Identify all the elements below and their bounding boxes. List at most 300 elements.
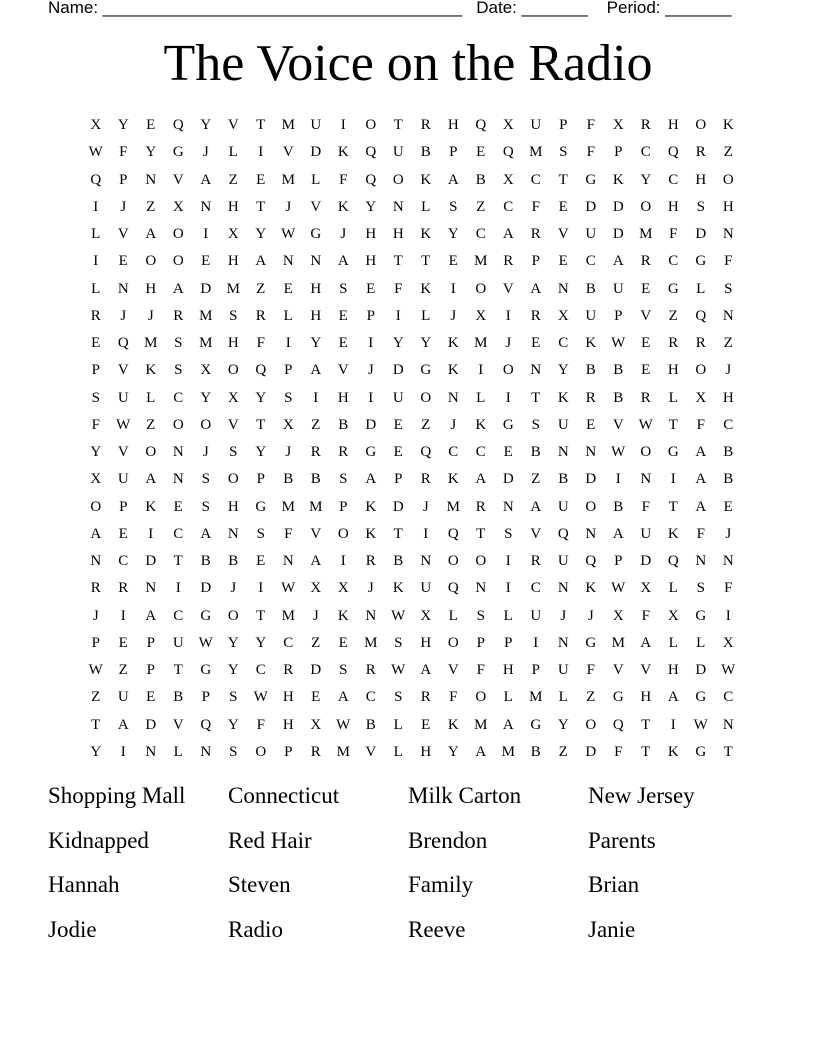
grid-letter: O	[695, 362, 707, 379]
grid-letter: G	[695, 607, 707, 624]
grid-letter: V	[227, 416, 239, 433]
grid-letter: Y	[447, 226, 459, 243]
grid-letter: V	[447, 662, 459, 679]
grid-letter: L	[173, 743, 183, 760]
grid-letter: V	[530, 525, 542, 542]
grid-row	[82, 194, 742, 221]
grid-row	[82, 167, 742, 194]
grid-letter: Q	[585, 553, 597, 570]
grid-letter: M	[529, 689, 543, 706]
grid-letter: X	[310, 716, 322, 733]
grid-letter: P	[119, 171, 128, 188]
grid-letter: U	[172, 634, 184, 651]
grid-letter: K	[585, 335, 597, 352]
grid-letter: A	[640, 634, 652, 651]
grid-letter: Y	[200, 389, 212, 406]
grid-letter: E	[531, 335, 541, 352]
grid-letter: C	[173, 607, 184, 624]
grid-letter: I	[93, 253, 99, 270]
grid-letter: V	[612, 416, 624, 433]
grid-letter: L	[696, 280, 706, 297]
grid-letter: M	[199, 307, 213, 324]
grid-letter: K	[475, 416, 487, 433]
grid-letter: N	[695, 553, 707, 570]
grid-letter: A	[337, 253, 349, 270]
grid-letter: M	[199, 335, 213, 352]
grid-letter: H	[310, 307, 322, 324]
grid-letter: V	[310, 198, 322, 215]
grid-letter: J	[340, 226, 347, 243]
grid-letter: N	[557, 444, 569, 461]
grid-letter: V	[365, 743, 377, 760]
grid-letter: H	[420, 634, 432, 651]
grid-letter: L	[91, 280, 101, 297]
grid-letter: N	[585, 444, 597, 461]
grid-letter: E	[641, 335, 651, 352]
grid-letter: S	[559, 144, 568, 161]
grid-letter: F	[119, 144, 128, 161]
grid-letter: X	[667, 607, 679, 624]
grid-letter: S	[174, 335, 183, 352]
grid-letter: I	[313, 389, 319, 406]
word-bank-item: Hannah	[48, 872, 120, 897]
grid-letter: L	[668, 389, 678, 406]
grid-letter: K	[722, 117, 734, 134]
grid-letter: Q	[612, 716, 624, 733]
grid-letter: Q	[447, 580, 459, 597]
grid-letter: Z	[476, 198, 486, 215]
grid-letter: U	[117, 471, 129, 488]
grid-letter: M	[144, 335, 158, 352]
grid-row	[82, 385, 742, 412]
grid-letter: N	[200, 198, 212, 215]
grid-letter: C	[530, 580, 541, 597]
grid-letter: P	[559, 117, 568, 134]
grid-letter: E	[118, 634, 128, 651]
grid-letter: M	[639, 226, 653, 243]
grid-letter: S	[476, 607, 485, 624]
grid-letter: A	[200, 171, 212, 188]
grid-letter: N	[365, 607, 377, 624]
grid-letter: U	[117, 689, 129, 706]
grid-letter: R	[530, 307, 541, 324]
grid-letter: A	[337, 689, 349, 706]
grid-letter: R	[310, 444, 321, 461]
grid-letter: H	[337, 389, 349, 406]
grid-letter: P	[201, 689, 210, 706]
grid-letter: U	[117, 389, 129, 406]
grid-row	[82, 684, 742, 711]
grid-letter: Y	[640, 171, 652, 188]
grid-letter: E	[311, 689, 321, 706]
word-bank-item: Parents	[588, 827, 656, 853]
grid-letter: B	[228, 553, 239, 570]
grid-letter: Q	[365, 144, 377, 161]
grid-letter: U	[585, 226, 597, 243]
grid-letter: N	[310, 253, 322, 270]
grid-letter: L	[668, 634, 678, 651]
grid-letter: F	[339, 171, 348, 188]
grid-letter: B	[558, 471, 569, 488]
grid-letter: T	[476, 525, 486, 542]
grid-letter: I	[258, 144, 264, 161]
grid-letter: C	[723, 416, 734, 433]
grid-letter: R	[695, 335, 706, 352]
grid-letter: P	[284, 362, 293, 379]
grid-letter: H	[667, 198, 679, 215]
grid-letter: F	[614, 743, 623, 760]
grid-letter: K	[420, 226, 432, 243]
grid-letter: B	[723, 444, 734, 461]
grid-letter: J	[450, 416, 457, 433]
grid-letter: K	[447, 716, 459, 733]
grid-letter: G	[695, 743, 707, 760]
grid-letter: A	[200, 525, 212, 542]
grid-letter: N	[557, 634, 569, 651]
grid-letter: I	[148, 525, 154, 542]
grid-letter: Y	[557, 716, 569, 733]
grid-letter: R	[420, 117, 431, 134]
grid-letter: O	[585, 498, 597, 515]
grid-letter: I	[175, 580, 181, 597]
grid-letter: P	[531, 253, 540, 270]
grid-letter: V	[227, 117, 239, 134]
grid-letter: X	[502, 171, 514, 188]
grid-letter: G	[667, 444, 679, 461]
grid-letter: U	[530, 117, 542, 134]
grid-letter: F	[669, 226, 678, 243]
grid-letter: E	[421, 716, 431, 733]
grid-letter: Y	[392, 335, 404, 352]
grid-letter: D	[585, 743, 597, 760]
grid-letter: I	[368, 335, 374, 352]
grid-letter: X	[282, 416, 294, 433]
grid-letter: M	[336, 743, 350, 760]
grid-letter: Z	[146, 416, 156, 433]
grid-letter: E	[256, 171, 266, 188]
grid-letter: E	[366, 280, 376, 297]
grid-letter: O	[392, 171, 404, 188]
grid-letter: I	[258, 580, 264, 597]
grid-letter: P	[256, 471, 265, 488]
grid-letter: O	[172, 226, 184, 243]
grid-letter: Q	[365, 171, 377, 188]
grid-letter: I	[505, 580, 511, 597]
grid-letter: G	[502, 416, 514, 433]
grid-letter: O	[337, 525, 349, 542]
grid-letter: Y	[90, 444, 102, 461]
grid-letter: B	[420, 144, 431, 161]
grid-row	[82, 548, 742, 575]
grid-letter: I	[120, 607, 126, 624]
word-bank-item: Reeve	[408, 916, 466, 942]
grid-letter: O	[255, 743, 267, 760]
grid-letter: F	[256, 335, 265, 352]
grid-letter: T	[668, 416, 678, 433]
grid-letter: W	[638, 416, 653, 433]
grid-letter: H	[420, 743, 432, 760]
grid-letter: U	[392, 389, 404, 406]
grid-letter: B	[283, 471, 294, 488]
grid-letter: U	[420, 580, 432, 597]
grid-letter: H	[392, 226, 404, 243]
grid-letter: N	[145, 743, 157, 760]
grid-letter: B	[200, 553, 211, 570]
grid-letter: T	[173, 553, 183, 570]
grid-letter: A	[172, 280, 184, 297]
grid-letter: P	[91, 634, 100, 651]
grid-row	[82, 112, 742, 139]
grid-row	[82, 630, 742, 657]
grid-letter: F	[394, 280, 403, 297]
grid-letter: C	[530, 171, 541, 188]
grid-letter: T	[421, 253, 431, 270]
grid-letter: C	[475, 444, 486, 461]
grid-letter: K	[420, 171, 432, 188]
grid-letter: Z	[311, 634, 321, 651]
grid-letter: M	[281, 171, 295, 188]
grid-letter: T	[256, 117, 266, 134]
grid-letter: O	[695, 117, 707, 134]
grid-letter: X	[722, 634, 734, 651]
word-bank-item: New Jersey	[588, 783, 695, 808]
grid-letter: D	[640, 553, 652, 570]
grid-letter: G	[200, 607, 212, 624]
grid-letter: P	[284, 743, 293, 760]
grid-letter: R	[420, 689, 431, 706]
grid-row	[82, 357, 742, 384]
grid-letter: Z	[723, 144, 733, 161]
grid-letter: Z	[723, 335, 733, 352]
grid-letter: R	[695, 144, 706, 161]
grid-letter: N	[420, 553, 432, 570]
grid-letter: T	[91, 716, 101, 733]
grid-letter: W	[611, 335, 626, 352]
grid-letter: J	[285, 198, 292, 215]
grid-letter: I	[203, 226, 209, 243]
grid-letter: R	[640, 253, 651, 270]
grid-letter: F	[284, 525, 293, 542]
grid-letter: Y	[145, 144, 157, 161]
grid-letter: W	[336, 716, 351, 733]
grid-letter: Q	[502, 144, 514, 161]
grid-letter: R	[118, 580, 129, 597]
grid-letter: F	[586, 144, 595, 161]
grid-letter: A	[475, 471, 487, 488]
grid-letter: X	[640, 580, 652, 597]
grid-letter: A	[447, 171, 459, 188]
grid-letter: B	[613, 362, 624, 379]
grid-letter: P	[366, 307, 375, 324]
grid-letter: W	[391, 662, 406, 679]
grid-letter: J	[505, 335, 512, 352]
grid-letter: D	[612, 226, 624, 243]
grid-letter: E	[256, 553, 266, 570]
word-bank-item: Radio	[228, 916, 283, 942]
grid-letter: K	[447, 471, 459, 488]
grid-letter: J	[202, 444, 209, 461]
grid-letter: Y	[227, 662, 239, 679]
grid-letter: G	[200, 662, 212, 679]
grid-letter: O	[475, 280, 487, 297]
grid-letter: C	[255, 662, 266, 679]
grid-letter: W	[721, 662, 736, 679]
grid-letter: E	[558, 253, 568, 270]
grid-letter: Q	[200, 716, 212, 733]
grid-letter: G	[612, 689, 624, 706]
grid-letter: S	[229, 743, 238, 760]
word-bank	[48, 780, 768, 958]
grid-letter: V	[612, 662, 624, 679]
grid-letter: P	[146, 662, 155, 679]
grid-letter: N	[585, 525, 597, 542]
grid-letter: D	[310, 144, 322, 161]
grid-letter: A	[612, 253, 624, 270]
grid-row	[82, 439, 742, 466]
grid-letter: N	[200, 743, 212, 760]
grid-letter: Q	[557, 525, 569, 542]
grid-letter: P	[614, 307, 623, 324]
grid-letter: A	[695, 471, 707, 488]
grid-row	[82, 575, 742, 602]
grid-letter: K	[365, 525, 377, 542]
grid-row	[82, 412, 742, 439]
grid-letter: I	[533, 634, 539, 651]
grid-letter: N	[145, 580, 157, 597]
grid-letter: M	[281, 498, 295, 515]
grid-letter: H	[640, 689, 652, 706]
grid-letter: G	[310, 226, 322, 243]
grid-letter: Z	[531, 471, 541, 488]
grid-letter: M	[364, 634, 378, 651]
grid-letter: Q	[172, 117, 184, 134]
grid-letter: I	[505, 389, 511, 406]
grid-letter: J	[587, 607, 594, 624]
grid-letter: J	[560, 607, 567, 624]
grid-letter: I	[120, 743, 126, 760]
grid-letter: I	[340, 553, 346, 570]
grid-letter: I	[725, 607, 731, 624]
grid-letter: Y	[255, 444, 267, 461]
grid-letter: H	[722, 198, 734, 215]
grid-letter: Y	[310, 335, 322, 352]
grid-letter: B	[585, 362, 596, 379]
grid-letter: Y	[200, 117, 212, 134]
grid-letter: I	[423, 525, 429, 542]
grid-row	[82, 221, 742, 248]
grid-letter: R	[173, 307, 184, 324]
grid-letter: S	[256, 525, 265, 542]
grid-letter: G	[695, 689, 707, 706]
grid-letter: F	[724, 580, 733, 597]
grid-letter: B	[173, 689, 184, 706]
grid-letter: V	[640, 307, 652, 324]
grid-letter: C	[558, 335, 569, 352]
grid-letter: B	[393, 553, 404, 570]
grid-letter: R	[338, 444, 349, 461]
student-info-line: Name: ______________________________________ Date: _______ Period: _______	[48, 0, 732, 17]
grid-letter: E	[503, 444, 513, 461]
grid-letter: S	[284, 389, 293, 406]
grid-letter: Y	[90, 743, 102, 760]
grid-letter: E	[338, 335, 348, 352]
grid-letter: E	[641, 280, 651, 297]
grid-letter: E	[448, 253, 458, 270]
grid-letter: M	[446, 498, 460, 515]
grid-letter: Z	[586, 689, 596, 706]
grid-letter: L	[228, 144, 238, 161]
grid-letter: Q	[475, 117, 487, 134]
grid-letter: O	[722, 171, 734, 188]
grid-letter: R	[255, 307, 266, 324]
grid-letter: O	[365, 117, 377, 134]
grid-letter: Z	[228, 171, 238, 188]
grid-letter: E	[91, 335, 101, 352]
grid-letter: A	[310, 362, 322, 379]
grid-letter: S	[174, 362, 183, 379]
grid-letter: H	[282, 689, 294, 706]
grid-letter: O	[172, 416, 184, 433]
page-title: The Voice on the Radio	[163, 35, 653, 92]
grid-row	[82, 739, 742, 766]
grid-letter: X	[200, 362, 212, 379]
grid-letter: O	[420, 389, 432, 406]
grid-letter: D	[392, 362, 404, 379]
grid-letter: J	[120, 198, 127, 215]
grid-letter: L	[393, 716, 403, 733]
grid-letter: X	[227, 226, 239, 243]
grid-letter: K	[145, 362, 157, 379]
grid-letter: C	[668, 253, 679, 270]
grid-letter: D	[200, 280, 212, 297]
grid-letter: O	[172, 253, 184, 270]
grid-row	[82, 521, 742, 548]
grid-letter: H	[227, 498, 239, 515]
grid-letter: H	[227, 198, 239, 215]
grid-letter: T	[531, 389, 541, 406]
grid-letter: O	[475, 689, 487, 706]
grid-letter: B	[475, 171, 486, 188]
grid-letter: Z	[421, 416, 431, 433]
grid-letter: H	[365, 253, 377, 270]
grid-letter: V	[282, 144, 294, 161]
grid-letter: D	[695, 226, 707, 243]
grid-letter: B	[530, 743, 541, 760]
grid-letter: N	[722, 553, 734, 570]
grid-letter: N	[722, 307, 734, 324]
grid-letter: L	[91, 226, 101, 243]
grid-letter: Z	[91, 689, 101, 706]
grid-letter: P	[476, 634, 485, 651]
grid-letter: I	[615, 471, 621, 488]
grid-letter: F	[91, 416, 100, 433]
grid-letter: S	[696, 580, 705, 597]
grid-letter: T	[558, 171, 568, 188]
grid-letter: R	[503, 253, 514, 270]
grid-letter: R	[530, 226, 541, 243]
grid-letter: N	[640, 471, 652, 488]
grid-letter: N	[282, 553, 294, 570]
grid-letter: G	[667, 280, 679, 297]
grid-letter: T	[641, 716, 651, 733]
grid-letter: W	[198, 634, 213, 651]
grid-letter: C	[283, 634, 294, 651]
grid-letter: M	[281, 117, 295, 134]
grid-row	[82, 248, 742, 275]
grid-letter: L	[503, 607, 513, 624]
grid-letter: S	[229, 307, 238, 324]
grid-letter: C	[723, 689, 734, 706]
